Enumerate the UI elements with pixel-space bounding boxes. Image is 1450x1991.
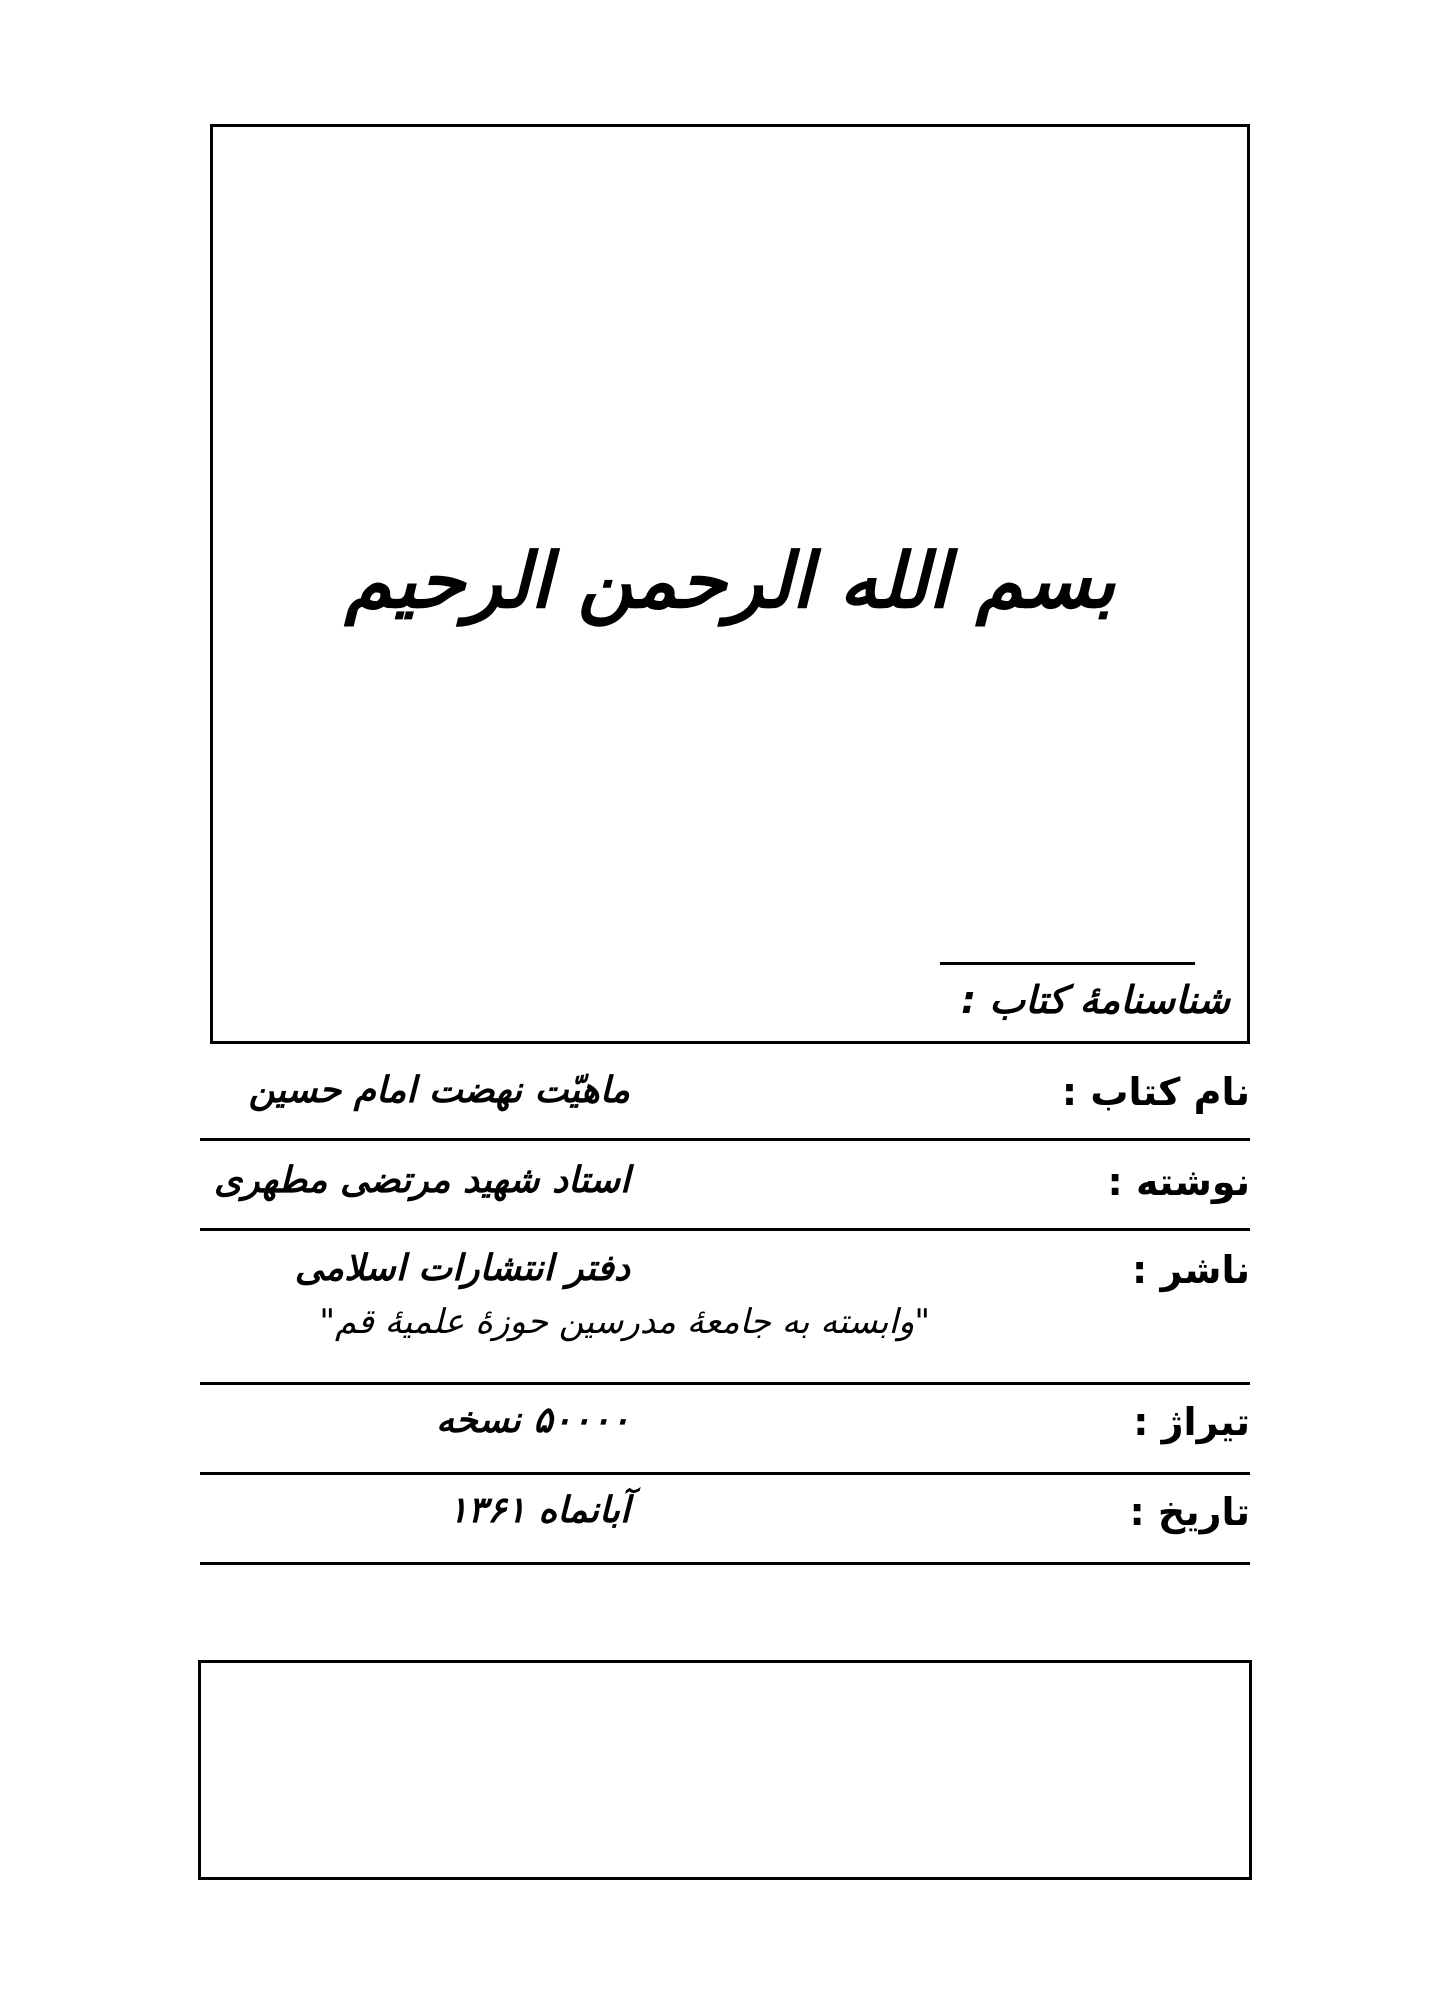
print-run-label: تیراژ :: [1133, 1400, 1250, 1444]
book-title-row: [200, 1070, 1250, 1130]
row-divider: [200, 1562, 1250, 1565]
book-title-label: نام کتاب :: [1061, 1070, 1250, 1114]
basmala-calligraphy: بسم الله الرحمن الرحیم: [344, 535, 1116, 625]
publisher-affiliation: "وابسته به جامعهٔ مدرسین حوزهٔ علمیهٔ قم": [319, 1302, 930, 1342]
row-divider: [200, 1138, 1250, 1141]
date-value: آبانماه ۱۳۶۱: [448, 1490, 630, 1531]
row-divider: [200, 1382, 1250, 1385]
row-divider: [200, 1472, 1250, 1475]
author-row: [200, 1160, 1250, 1220]
row-divider: [200, 1228, 1250, 1231]
date-row: [200, 1490, 1250, 1550]
heading-rule: [940, 962, 1195, 965]
publisher-row: [200, 1248, 1250, 1368]
author-value: استاد شهید مرتضی مطهری: [214, 1160, 630, 1201]
author-label: نوشته :: [1107, 1160, 1250, 1204]
publisher-label: ناشر :: [1132, 1248, 1250, 1292]
print-run-value: ۵۰۰۰۰ نسخه: [436, 1400, 630, 1441]
bottom-empty-box: [198, 1660, 1252, 1880]
print-run-row: [200, 1400, 1250, 1460]
publisher-value: دفتر انتشارات اسلامی: [294, 1248, 630, 1289]
date-label: تاریخ :: [1129, 1490, 1250, 1534]
book-title-value: ماهیّت نهضت امام حسین: [248, 1070, 630, 1111]
book-identity-heading: شناسنامهٔ کتاب :: [960, 978, 1230, 1022]
